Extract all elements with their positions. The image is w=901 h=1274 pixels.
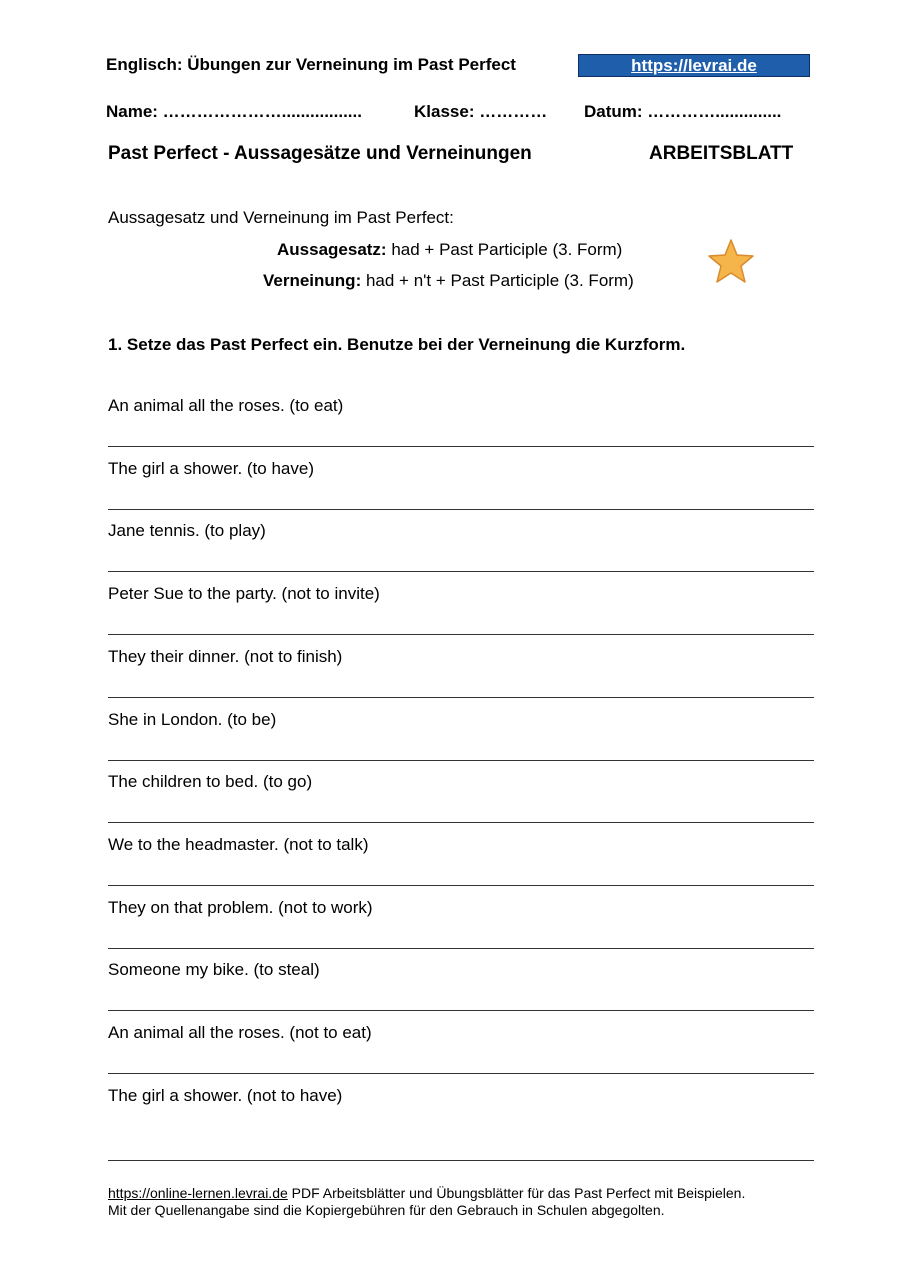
task-instruction: 1. Setze das Past Perfect ein. Benutze bei der Verneinung die Kurzform.: [108, 335, 686, 354]
section-title: Past Perfect - Aussagesätze und Verneinungen: [108, 143, 532, 164]
rule-text: had + n't + Past Participle (3. Form): [361, 271, 634, 290]
date-field: Datum: …………..............: [584, 102, 782, 121]
answer-line[interactable]: [108, 509, 814, 510]
answer-line[interactable]: [108, 760, 814, 761]
exercise-sentence: Someone my bike. (to steal): [108, 960, 320, 979]
intro-text: Aussagesatz und Verneinung im Past Perfect:: [108, 208, 454, 227]
exercise-sentence: An animal all the roses. (not to eat): [108, 1023, 372, 1042]
exercise-sentence: She in London. (to be): [108, 710, 277, 729]
exercise-sentence: The girl a shower. (not to have): [108, 1086, 343, 1105]
footer: [108, 1185, 745, 1219]
worksheet-title: Englisch: Übungen zur Verneinung im Past Perfect: [106, 55, 516, 74]
exercise-sentence: The girl a shower. (to have): [108, 459, 314, 478]
answer-line[interactable]: [108, 1073, 814, 1074]
star-icon: [707, 238, 755, 284]
footer-note: Mit der Quellenangabe sind die Kopiergebühren für den Gebrauch in Schulen abgegolten.: [108, 1202, 665, 1218]
answer-line[interactable]: [108, 634, 814, 635]
exercise-sentence: We to the headmaster. (not to talk): [108, 835, 369, 854]
exercise-sentence: Jane tennis. (to play): [108, 521, 266, 540]
rule-affirmative: [277, 240, 622, 260]
exercise-sentence: Peter Sue to the party. (not to invite): [108, 584, 380, 603]
class-field: Klasse: …………: [414, 102, 548, 121]
rule-text: had + Past Participle (3. Form): [386, 240, 623, 259]
answer-line[interactable]: [108, 885, 814, 886]
answer-line[interactable]: [108, 697, 814, 698]
answer-line[interactable]: [108, 571, 814, 572]
answer-line[interactable]: [108, 1010, 814, 1011]
answer-line[interactable]: [108, 1160, 814, 1161]
answer-line[interactable]: [108, 822, 814, 823]
exercise-sentence: The children to bed. (to go): [108, 772, 313, 791]
name-field: Name: ………………….................: [106, 102, 362, 121]
exercise-sentence: They their dinner. (not to finish): [108, 647, 343, 666]
footer-text: PDF Arbeitsblätter und Übungsblätter für das Past Perfect mit Beispielen.: [287, 1185, 746, 1201]
footer-link[interactable]: https://online-lernen.levrai.de: [108, 1185, 288, 1201]
exercise-sentence: An animal all the roses. (to eat): [108, 396, 344, 415]
exercise-sentence: They on that problem. (not to work): [108, 898, 373, 917]
rule-negative: [263, 271, 634, 291]
answer-line[interactable]: [108, 948, 814, 949]
worksheet-label: ARBEITSBLATT: [649, 143, 794, 164]
answer-line[interactable]: [108, 446, 814, 447]
rule-label: Verneinung:: [263, 271, 362, 290]
rule-label: Aussagesatz:: [277, 240, 387, 259]
website-link[interactable]: https://levrai.de: [578, 54, 810, 77]
